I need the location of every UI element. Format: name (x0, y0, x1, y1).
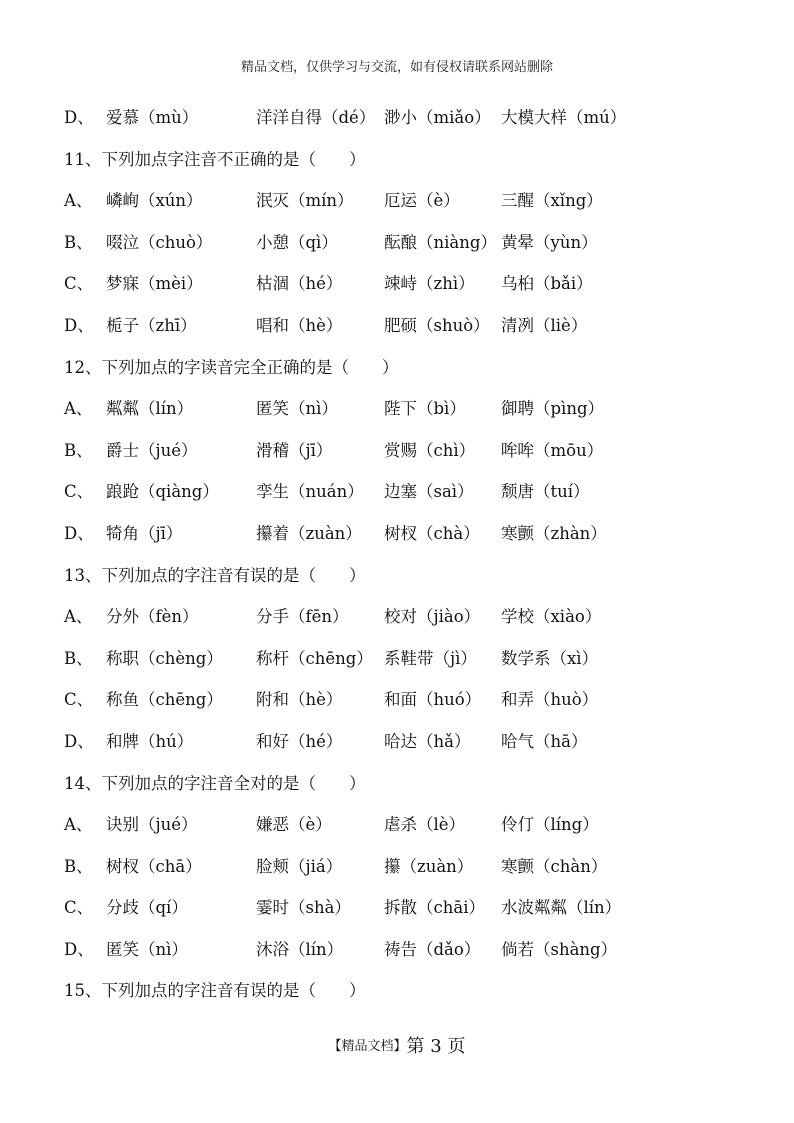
option-item: 颓唐（tuí） (501, 482, 590, 502)
option-item: 校对（jiào） (384, 607, 481, 627)
option-label: B、 (64, 232, 93, 252)
answer-option (64, 395, 754, 437)
page-number: 第 3 页 (406, 1036, 466, 1057)
answer-option (64, 603, 754, 645)
option-item: 嶙峋（xún） (106, 191, 203, 211)
option-label: A、 (64, 815, 93, 835)
option-item: 唱和（hè） (256, 315, 343, 335)
option-item: 沐浴（lín） (256, 939, 344, 959)
option-item: 分歧（qí） (106, 898, 188, 918)
option-item: 哞哞（mōu） (501, 440, 604, 460)
option-item: 踉跄（qiàng） (106, 482, 219, 502)
option-label: D、 (64, 315, 94, 335)
option-label: D、 (64, 523, 94, 543)
option-item: 水波粼粼（lín） (501, 898, 622, 918)
question-title (64, 146, 754, 188)
option-item: 攥着（zuàn） (256, 523, 362, 543)
page-header: 精品文档，仅供学习与交流，如有侵权请联系网站删除 (240, 60, 553, 75)
option-label: B、 (64, 856, 93, 876)
option-item: 攥（zuàn） (384, 856, 474, 876)
option-item: 称杆（chēng） (256, 648, 373, 668)
option-label: A、 (64, 607, 93, 627)
question-content (64, 104, 754, 1019)
option-item: 小憩（qì） (256, 232, 338, 252)
answer-option (64, 686, 754, 728)
answer-option (64, 437, 754, 479)
question-text: 15、下列加点的字注音有误的是（ ） (64, 981, 366, 1001)
option-item: 脸颊（jiá） (256, 856, 343, 876)
option-item: 枯涸（hé） (256, 274, 343, 294)
option-item: 孪生（nuán） (256, 482, 364, 502)
question-title (64, 770, 754, 812)
answer-option (64, 270, 754, 312)
answer-option (64, 853, 754, 895)
option-item: 黄晕（yùn） (501, 232, 598, 252)
option-item: 匿笑（nì） (106, 939, 188, 959)
answer-option (64, 104, 754, 146)
option-item: 哈达（hǎ） (384, 731, 471, 751)
option-item: 陛下（bì） (384, 399, 466, 419)
option-item: 诀别（jué） (106, 815, 198, 835)
option-item: 乌桕（bǎi） (501, 274, 593, 294)
option-item: 边塞（saì） (384, 482, 474, 502)
option-label: D、 (64, 108, 94, 127)
footer-tag: 【精品文档】 (328, 1039, 407, 1054)
option-item: 祷告（dǎo） (384, 939, 481, 959)
option-item: 赏赐（chì） (384, 440, 476, 460)
option-item: 啜泣（chuò） (106, 232, 213, 252)
option-label: C、 (64, 690, 94, 710)
option-item: 称职（chèng） (106, 648, 223, 668)
answer-option (64, 936, 754, 978)
option-item: 爱慕（mù） (106, 108, 199, 127)
answer-option (64, 478, 754, 520)
question-title (64, 354, 754, 396)
option-item: 梦寐（mèi） (106, 274, 203, 294)
option-label: D、 (64, 731, 94, 751)
option-item: 和牌（hú） (106, 731, 194, 751)
option-label: C、 (64, 898, 94, 918)
option-item: 倘若（shàng） (501, 939, 618, 959)
question-text: 13、下列加点的字注音有误的是（ ） (64, 565, 366, 585)
option-item: 和弄（huò） (501, 690, 599, 710)
answer-option (64, 811, 754, 853)
option-item: 哈气（hā） (501, 731, 588, 751)
option-item: 和好（hé） (256, 731, 343, 751)
question-text: 12、下列加点的字读音完全正确的是（ ） (64, 357, 399, 377)
option-item: 拆散（chāi） (384, 898, 485, 918)
option-label: C、 (64, 274, 94, 294)
answer-option (64, 229, 754, 271)
option-item: 粼粼（lín） (106, 399, 194, 419)
option-label: A、 (64, 399, 93, 419)
option-item: 滑稽（jī） (256, 440, 333, 460)
option-item: 系鞋带（jì） (384, 648, 477, 668)
option-item: 御聘（pìng） (501, 399, 605, 419)
option-item: 树杈（chà） (384, 523, 480, 543)
option-item: 学校（xiào） (501, 607, 602, 627)
option-item: 泯灭（mín） (256, 191, 354, 211)
option-item: 伶仃（líng） (501, 815, 599, 835)
option-item: 附和（hè） (256, 690, 343, 710)
option-label: C、 (64, 482, 94, 502)
option-item: 洋洋自得（dé） (256, 108, 376, 127)
option-item: 寒颤（chàn） (501, 856, 608, 876)
option-item: 寒颤（zhàn） (501, 523, 607, 543)
option-item: 数学系（xì） (501, 648, 599, 668)
question-title (64, 977, 754, 1019)
option-item: 渺小（miǎo） (384, 108, 491, 127)
option-item: 称鱼（chēng） (106, 690, 223, 710)
answer-option (64, 645, 754, 687)
option-label: B、 (64, 648, 93, 668)
answer-option (64, 312, 754, 354)
option-item: 匿笑（nì） (256, 399, 338, 419)
question-text: 14、下列加点的字注音全对的是（ ） (64, 773, 366, 793)
option-item: 分手（fēn） (256, 607, 349, 627)
option-item: 大模大样（mú） (501, 108, 627, 127)
page-footer (0, 1032, 794, 1058)
answer-option (64, 894, 754, 936)
option-item: 竦峙（zhì） (384, 274, 475, 294)
option-item: 清冽（liè） (501, 315, 588, 335)
option-item: 树杈（chā） (106, 856, 202, 876)
option-item: 霎时（shà） (256, 898, 351, 918)
option-item: 三醒（xǐng） (501, 191, 603, 211)
option-label: B、 (64, 440, 93, 460)
option-item: 嫌恶（è） (256, 815, 332, 835)
option-item: 和面（huó） (384, 690, 482, 710)
option-item: 酝酿（niàng） (384, 232, 497, 252)
answer-option (64, 187, 754, 229)
question-title (64, 562, 754, 604)
option-label: D、 (64, 939, 94, 959)
question-text: 11、下列加点字注音不正确的是（ ） (64, 149, 366, 169)
option-item: 栀子（zhī） (106, 315, 197, 335)
option-item: 虐杀（lè） (384, 815, 466, 835)
option-item: 厄运（è） (384, 191, 460, 211)
answer-option (64, 520, 754, 562)
option-item: 分外（fèn） (106, 607, 199, 627)
option-item: 肥硕（shuò） (384, 315, 490, 335)
option-item: 爵士（jué） (106, 440, 198, 460)
option-label: A、 (64, 191, 93, 211)
answer-option (64, 728, 754, 770)
option-item: 犄角（jī） (106, 523, 183, 543)
